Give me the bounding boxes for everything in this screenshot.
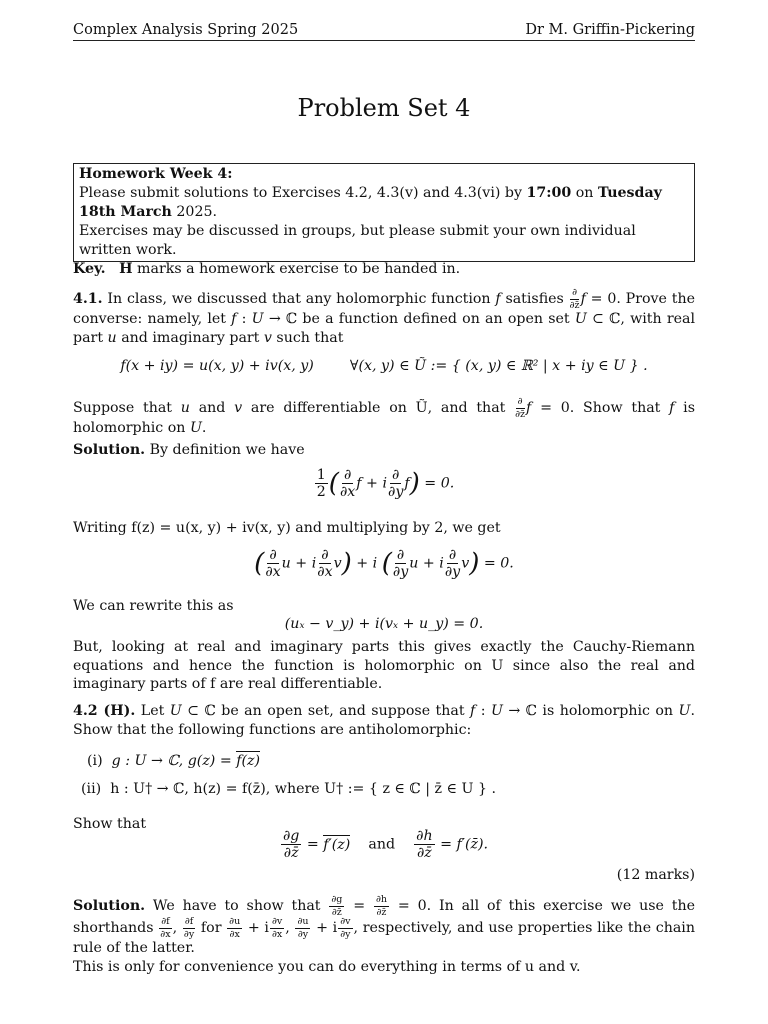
sol41-equation-2: ( $\frac{\partial}{\partial x}$ u + i $\frac{\partial}{\partial x}$ v) + i ( $\frac{\partial}{\partial y}$ u + i $\frac{\partial}{\partial y}$ v) = 0. xyxy=(254,547,514,581)
sol41-equation-3: (uₓ − v_y) + i(vₓ + u_y) = 0. xyxy=(284,616,484,632)
eq-rhs-1: f′(z) xyxy=(323,836,351,853)
ex42-text: is holomorphic on xyxy=(536,703,679,719)
dzbar-fraction: $\frac{\partial}{\partial z̄}$ xyxy=(569,287,580,311)
ex42-item-ii xyxy=(81,781,496,797)
ex41-text: are differentiable on Ũ, and that xyxy=(242,400,515,416)
homework-line1-post: 2025. xyxy=(171,204,218,220)
ex41-text: and imaginary part xyxy=(116,329,264,346)
homework-line1-pre: Please submit solutions to Exercises 4.2, 4.3(v) and 4.3(vi) by xyxy=(79,185,527,201)
author-name: Dr M. Griffin-Pickering xyxy=(525,22,695,38)
ex42-text: Let xyxy=(135,703,170,719)
sol42-text: , respectively, and use properties like the chain rule of the latter. xyxy=(73,920,695,956)
homework-line2: Exercises may be discussed in groups, but please submit your own individual written work. xyxy=(79,223,636,258)
ex41-text: such that xyxy=(271,329,344,346)
sol41-label: Solution. xyxy=(73,442,146,458)
sol41-rewrite: We can rewrite this as xyxy=(73,598,234,614)
sol41-equation-1: $\frac{1}{2}$ ( $\frac{\partial}{\partial x}$ f + i $\frac{\partial}{\partial y}$ f) = 0. xyxy=(316,467,455,501)
sol41-writing: Writing f(z) = u(x, y) + iv(x, y) and multiplying by 2, we get xyxy=(73,520,501,536)
ex41-text: satisfies xyxy=(500,291,569,307)
ex41-text: , with real part xyxy=(73,311,696,346)
course-name: Complex Analysis Spring 2025 xyxy=(73,22,299,38)
sol42-text: This is only for convenience you can do everything in terms of u and v. xyxy=(73,958,581,975)
ex42-label: 4.2 (H). xyxy=(73,703,136,719)
homework-mid: on xyxy=(571,185,598,201)
ex41-text: . xyxy=(201,420,207,436)
homework-date: Tuesday 18th March xyxy=(79,185,662,220)
item-overline: f(z) xyxy=(236,753,261,769)
running-header xyxy=(73,22,695,41)
exercise-4-2: 4.2 (H). Let U ⊂ ℂ be an open set, and suppose that f : U → ℂ is holomorphic on U. Show that the following functions are antiholomorphic: xyxy=(73,703,695,738)
ex41-text: be a function defined on an open set xyxy=(297,311,575,327)
ex42-text: be an open set, and suppose that xyxy=(215,703,470,719)
item-number: (ii) xyxy=(81,781,102,797)
ex41-text: and xyxy=(189,400,235,416)
ex41-text: Suppose that xyxy=(73,400,181,416)
ex42-text: . Show that the following functions are antiholomorphic: xyxy=(73,703,695,738)
exercise-4-1: 4.1. In class, we discussed that any holomorphic function f satisfies $\frac{\partial}{\partial z̄}$ f = 0. Prove the converse: namely, let f : U → ℂ be a function defined on an open set U ⊂ ℂ, with real part u and imaginary part v such that xyxy=(73,287,696,346)
ex41-label: 4.1. xyxy=(73,291,103,307)
ex41-continued: Suppose that u and v are differentiable on Ũ, and that $\frac{\partial}{\partial z̄}$ f = 0. Show that f is holomorphic on U. xyxy=(73,396,695,436)
homework-box xyxy=(73,163,695,262)
sol42-text: In all of this exercise we use the shorthands xyxy=(73,898,695,936)
solution-4-1 xyxy=(73,441,695,460)
ex41-text: In class, we discussed that any holomorphic function xyxy=(102,291,496,307)
key-label: Key. xyxy=(73,261,106,277)
item-text: g : U → ℂ, g(z) = xyxy=(111,753,232,769)
sol41-intro: By definition we have xyxy=(145,442,305,458)
item-text: h : U† → ℂ, h(z) = f(z̄), where U† := { z ∈ ℂ | z̄ ∈ U } . xyxy=(110,781,497,797)
sol41-conclusion: But, looking at real and imaginary parts this gives exactly the Cauchy-Riemann equations and hence the function is holomorphic on U since also the real and imaginary parts of f are real differentiable. xyxy=(73,639,695,692)
ex41-equation xyxy=(73,358,695,374)
sol42-text: We have to show that xyxy=(145,898,329,914)
homework-time: 17:00 xyxy=(526,185,572,201)
key-text: marks a homework exercise to be handed in. xyxy=(132,261,461,277)
ex41-text: Show that xyxy=(574,400,670,416)
item-number: (i) xyxy=(87,753,103,769)
ex41-equation-domain: ∀(x, y) ∈ Ũ := { (x, y) ∈ ℝ² | x + iy ∈ U } . xyxy=(349,358,648,374)
ex42-marks: (12 marks) xyxy=(616,867,695,883)
solution-4-2: Solution. We have to show that $\frac{\partial g}{\partial z̄}$ = $\frac{\partial h}{\partial z̄}$ = 0. In all of this exercise we use the shorthands $\frac{\partial f}{\partial x}$ , $\frac{\partial f}{\partial y}$ for $\frac{\partial u}{\partial x}$ + i $\frac{\partial v}{\partial x}$ , $\frac{\partial u}{\partial y}$ + i $\frac{\partial v}{\partial y}$ , respectively, and use properties like the chain rule of the latter. This is only for convenience you can do everything in terms of u and v. xyxy=(73,894,695,975)
ex41-equation-lhs: f(x + iy) = u(x, y) + iv(x, y) xyxy=(120,358,314,374)
ex42-equation: $\frac{\partial g}{\partial z̄}$ = f′(z) and $\frac{\partial h}{\partial z̄}$ = f′(z̄). xyxy=(282,828,489,862)
eq-rhs-2: = f′(z̄). xyxy=(440,836,489,853)
sol42-label: Solution. xyxy=(73,898,146,914)
sol42-text: for xyxy=(196,920,227,936)
ex42-show: Show that xyxy=(73,816,147,832)
ex42-item-i xyxy=(87,753,260,769)
homework-heading: Homework Week 4: xyxy=(79,166,233,182)
ex41-text: is holomorphic on xyxy=(73,400,695,436)
key-h: H xyxy=(119,261,133,277)
key-paragraph xyxy=(73,260,695,279)
dzbar-fraction: $\frac{\partial}{\partial z̄}$ xyxy=(515,396,526,420)
page-title: Problem Set 4 xyxy=(297,94,471,122)
ex41-text: Prove the converse: namely, let xyxy=(73,291,695,327)
eq-and: and xyxy=(368,836,396,853)
